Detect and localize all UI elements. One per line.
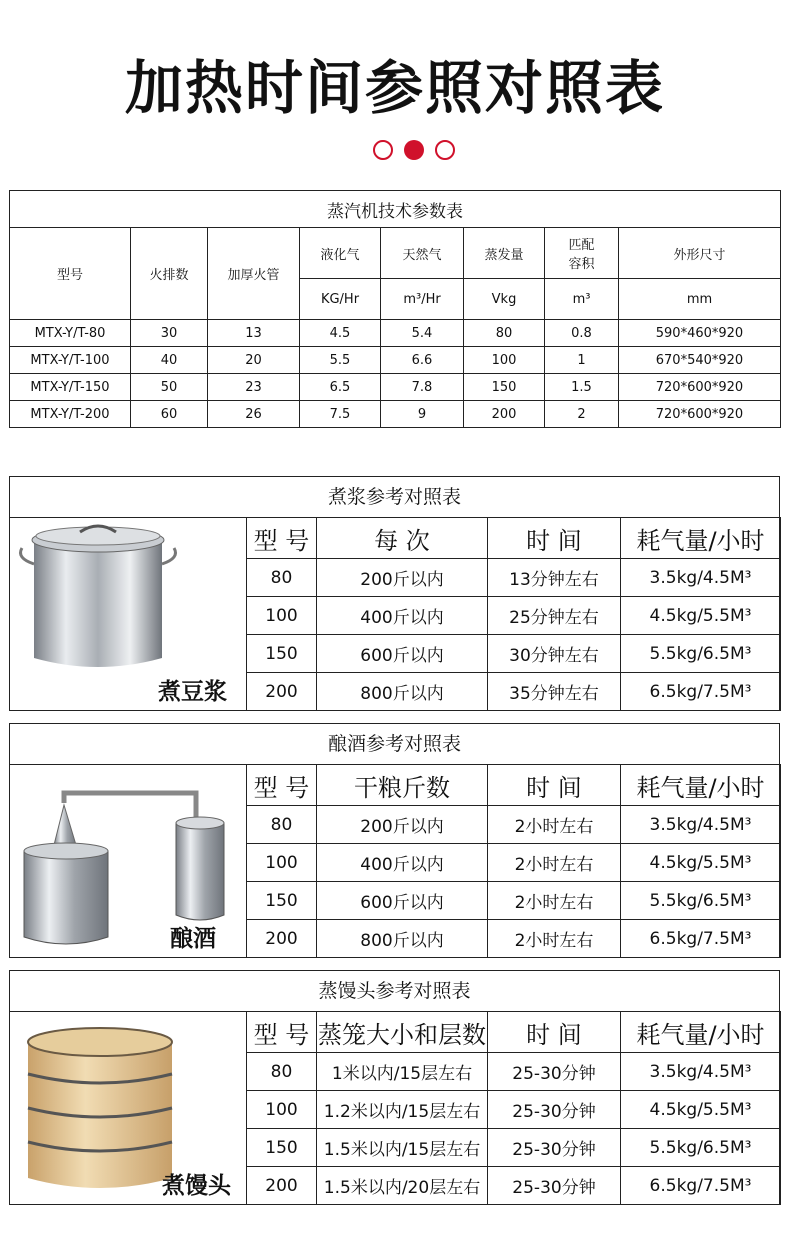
table-cell: 25-30分钟 [488,1091,621,1129]
table-cell: 5.5 [300,347,381,374]
table-cell: 670*540*920 [619,347,781,374]
table-cell: 720*600*920 [619,401,781,428]
table-cell: 4.5kg/5.5M³ [621,1091,781,1129]
table-cell: 7.5 [300,401,381,428]
table-cell: 3.5kg/4.5M³ [621,806,781,844]
table-cell: 40 [131,347,208,374]
table-row [247,920,781,958]
header-burners: 火排数 [131,228,208,320]
unit-ng: m³/Hr [381,279,464,320]
table-cell: 5.5kg/6.5M³ [621,635,781,673]
table-cell: 1.5 [545,374,619,401]
table-cell: 1.5米以内/15层左右 [317,1129,488,1167]
table-row [247,559,781,597]
soy-caption: 煮浆参考对照表 [10,477,779,518]
table-cell: 800斤以内 [317,920,488,958]
table-cell: 200斤以内 [317,806,488,844]
table-cell: 80 [247,806,317,844]
column-header: 耗气量/小时 [621,518,781,559]
table-cell: 200斤以内 [317,559,488,597]
table-cell: 400斤以内 [317,844,488,882]
dot-indicator [373,140,393,160]
column-header: 型 号 [247,1012,317,1053]
table-cell: 200 [464,401,545,428]
column-header: 干粮斤数 [317,765,488,806]
table-cell: 6.5kg/7.5M³ [621,1167,781,1205]
table-row [247,1053,781,1091]
header-volume-line1: 匹配 [568,238,595,253]
soy-reference-section [9,476,780,711]
table-header-row [247,518,781,559]
column-header: 型 号 [247,518,317,559]
table-cell: 720*600*920 [619,374,781,401]
dot-indicator [435,140,455,160]
table-cell: 23 [208,374,300,401]
table-cell: 200 [247,920,317,958]
table-cell: 25-30分钟 [488,1167,621,1205]
table-cell: 100 [247,844,317,882]
page-title: 加热时间参照对照表 [124,54,665,122]
table-cell: 60 [131,401,208,428]
unit-volume: m³ [545,279,619,320]
table-cell: 3.5kg/4.5M³ [621,559,781,597]
table-cell: 4.5 [300,320,381,347]
column-header: 型 号 [247,765,317,806]
table-cell: MTX-Y/T-200 [10,401,131,428]
header-volume-line2: 容积 [568,257,595,272]
table-cell: 100 [247,597,317,635]
table-row [247,597,781,635]
table-cell: 26 [208,401,300,428]
table-header-row [247,765,781,806]
header-evap: 蒸发量 [464,228,545,279]
column-header: 耗气量/小时 [621,1012,781,1053]
table-cell: 25分钟左右 [488,597,621,635]
table-cell: 2 [545,401,619,428]
bun-image-label: 煮馒头 [162,1173,231,1199]
table-cell: 30 [131,320,208,347]
header-size: 外形尺寸 [619,228,781,279]
table-cell: 150 [247,882,317,920]
unit-lpg: KG/Hr [300,279,381,320]
table-cell: 6.5 [300,374,381,401]
table-cell: 50 [131,374,208,401]
table-cell: 0.8 [545,320,619,347]
table-cell: 800斤以内 [317,673,488,711]
table-cell: 1.2米以内/15层左右 [317,1091,488,1129]
table-cell: 13 [208,320,300,347]
table-cell: 6.6 [381,347,464,374]
table-cell: 2小时左右 [488,920,621,958]
header-tube: 加厚火管 [208,228,300,320]
wine-reference-section [9,723,780,958]
table-row [247,1091,781,1129]
table-cell: 100 [247,1091,317,1129]
table-cell: 13分钟左右 [488,559,621,597]
table-cell: 3.5kg/4.5M³ [621,1053,781,1091]
table-cell: 600斤以内 [317,882,488,920]
table-cell: 400斤以内 [317,597,488,635]
table-row [247,1129,781,1167]
table-cell: 6.5kg/7.5M³ [621,920,781,958]
table-cell: MTX-Y/T-80 [10,320,131,347]
table-cell: MTX-Y/T-100 [10,347,131,374]
unit-size: mm [619,279,781,320]
column-header: 时 间 [488,765,621,806]
table-cell: 1 [545,347,619,374]
bun-caption: 蒸馒头参考对照表 [10,971,779,1012]
wine-table [246,764,781,958]
header-ng: 天然气 [381,228,464,279]
table-row [10,401,781,428]
table-cell: 200 [247,673,317,711]
table-cell: 1.5米以内/20层左右 [317,1167,488,1205]
table-cell: 600斤以内 [317,635,488,673]
steam-spec-table [9,190,781,428]
table-cell: 35分钟左右 [488,673,621,711]
table-row [247,844,781,882]
table-cell: 5.5kg/6.5M³ [621,882,781,920]
table-cell: 590*460*920 [619,320,781,347]
dot-indicator-active [404,140,424,160]
soy-image-label: 煮豆浆 [158,679,227,705]
table-row [247,882,781,920]
table-cell: 4.5kg/5.5M³ [621,844,781,882]
table-cell: 5.5kg/6.5M³ [621,1129,781,1167]
column-header: 耗气量/小时 [621,765,781,806]
spec-caption: 蒸汽机技术参数表 [10,191,781,228]
table-cell: 25-30分钟 [488,1053,621,1091]
wine-caption: 酿酒参考对照表 [10,724,779,765]
table-cell: MTX-Y/T-150 [10,374,131,401]
table-row [247,806,781,844]
bun-reference-section [9,970,780,1205]
table-row [247,673,781,711]
table-cell: 2小时左右 [488,844,621,882]
table-cell: 2小时左右 [488,806,621,844]
bun-table [246,1011,781,1205]
column-header: 蒸笼大小和层数 [317,1012,488,1053]
header-volume [545,228,619,279]
table-cell: 100 [464,347,545,374]
table-header-row [247,1012,781,1053]
table-cell: 200 [247,1167,317,1205]
table-cell: 80 [247,559,317,597]
table-cell: 9 [381,401,464,428]
table-row [10,320,781,347]
header-lpg: 液化气 [300,228,381,279]
table-cell: 5.4 [381,320,464,347]
column-header: 时 间 [488,518,621,559]
wine-image-label: 酿酒 [170,926,216,952]
header-model: 型号 [10,228,131,320]
table-cell: 4.5kg/5.5M³ [621,597,781,635]
table-cell: 150 [247,1129,317,1167]
table-cell: 7.8 [381,374,464,401]
soy-table [246,517,781,711]
column-header: 每 次 [317,518,488,559]
table-cell: 80 [464,320,545,347]
table-row [247,635,781,673]
pagination-dots [373,140,463,164]
table-cell: 150 [464,374,545,401]
table-row [10,374,781,401]
table-cell: 1米以内/15层左右 [317,1053,488,1091]
table-cell: 20 [208,347,300,374]
table-cell: 80 [247,1053,317,1091]
table-cell: 25-30分钟 [488,1129,621,1167]
column-header: 时 间 [488,1012,621,1053]
table-row [247,1167,781,1205]
table-row [10,347,781,374]
table-cell: 6.5kg/7.5M³ [621,673,781,711]
unit-evap: Vkg [464,279,545,320]
table-cell: 150 [247,635,317,673]
table-cell: 2小时左右 [488,882,621,920]
table-cell: 30分钟左右 [488,635,621,673]
